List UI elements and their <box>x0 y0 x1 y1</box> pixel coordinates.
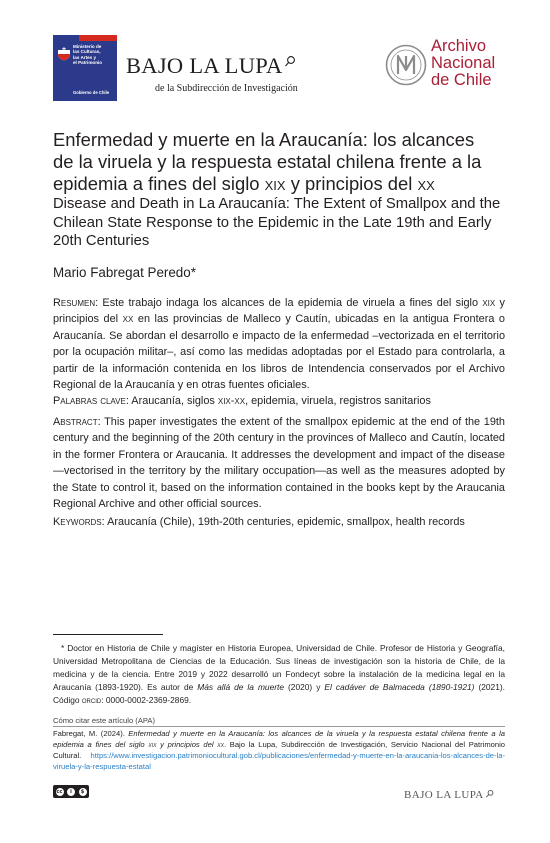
article-title-spanish: Enfermedad y muerte en la Araucanía: los alcances de la viruela y la respuesta estatal chilena frente a la epidemia a fines del siglo xix y principios del xx <box>53 129 482 194</box>
abstract-paragraph: Abstract: This paper investigates the extent of the smallpox epidemic at the end of the 19th century and the beginning of the 20th century in the provinces of Malleco and Cautín, located in the former Frontera or Araucania. It addresses the development and impact of the disease—vectorised in the territory by the military occupation—as well as the measures adopted by the State to control it, based on the information contained in the books kept by the Araucania Regional Archive and other official sources. <box>53 416 505 511</box>
journal-logo <box>126 53 296 79</box>
journal-subtitle: de la Subdirección de Investigación <box>155 83 298 94</box>
archivo-nacional-seal-icon <box>385 44 427 86</box>
archivo-nacional-logo-text: Archivo Nacional de Chile <box>431 37 496 89</box>
palabras-clave-paragraph: Palabras clave: Araucanía, siglos xix-xx, epidemia, viruela, registros sanitarios <box>53 395 431 407</box>
footer-brand: BAJO LA LUPA <box>404 789 494 801</box>
author-name: Mario Fabregat Peredo* <box>53 265 196 280</box>
citation-text: Fabregat, M. (2024). Enfermedad y muerte en la Araucanía: los alcances de la viruela y la respuesta estatal chilena frente a la epidemia a fines del siglo xix y principios del xx. Bajo la Lupa, Subdirección de Investigación, Servicio Nacional del Patrimonio Cultural. https://www.investigacion.patrimoniocultural.gob.cl/publicaciones/enfermedad-y-muerte-en-la-araucania-los-alcances-de-la-viruela-y-la-respuesta-estatal <box>53 729 506 772</box>
magnifier-icon <box>284 53 296 71</box>
coat-of-arms-icon <box>57 45 71 61</box>
abstract-label: Abstract: <box>53 416 101 428</box>
palabras-clave-label: Palabras clave: <box>53 395 129 407</box>
resumen-paragraph: Resumen: Este trabajo indaga los alcances de la epidemia de viruela a fines del siglo xix y principios del xx en las provincias de Malleco y Cautín, ubicadas en la antigua Frontera o Araucanía. Se abordan el desarrollo e impacto de la enfermedad –vectorizada en el territorio por la ocupación militar–, así como las medidas adoptadas por el Estado para controlarla, a partir de la información contenida en los libros de Intendencia conservados por el Archivo Regional de la Araucanía y en otras fuentes oficiales. <box>53 297 505 392</box>
resumen-label: Resumen: <box>53 297 99 309</box>
article-title-english: Disease and Death in La Araucanía: The Extent of Smallpox and the Chilean State Response to the Epidemic in the Late 19th and Early 20th Centuries <box>53 196 501 249</box>
keywords-paragraph: Keywords: Araucanía (Chile), 19th-20th centuries, epidemic, smallpox, health records <box>53 516 465 528</box>
citation-divider <box>53 726 505 727</box>
magnifier-icon <box>485 789 494 801</box>
journal-name: BAJO LA LUPA <box>126 53 283 78</box>
ministry-logo <box>53 35 117 101</box>
keywords-label: Keywords: <box>53 516 105 528</box>
flag-bar <box>53 35 117 41</box>
footnote-divider <box>53 634 163 635</box>
citation-label: Cómo citar este artículo (APA) <box>53 716 155 725</box>
ministry-name: Ministerio de las Culturas, las Artes y el Patrimonio <box>73 44 103 66</box>
creative-commons-by-nc-sa-icon[interactable]: cc i $ <box>53 785 89 798</box>
government-label: Gobierno de Chile <box>73 90 110 95</box>
citation-link[interactable]: https://www.investigacion.patrimoniocultural.gob.cl/publicaciones/enfermedad-y-muerte-en-la-araucania-los-alcances-de-la-viruela-y-la-respuesta-estatal <box>53 751 505 772</box>
author-footnote: * Doctor en Historia de Chile y magíster en Historia Europea, Universidad de Chile. Profesor de Historia y Geografía, Universidad Metropolitana de Ciencias de la Educación. Sus líneas de investigación son la historia de Chile, de la medicina y de la ciencia. Entre 2019 y 2022 desarrolló un Fondecyt sobre la instalación de la medicina legal en la Araucanía (1893-1920). Es autor de Más allá de la muerte (2020) y El cadáver de Balmaceda (1890-1921) (2021). Código orcid: 0000-0002-2369-2869. <box>53 643 505 706</box>
